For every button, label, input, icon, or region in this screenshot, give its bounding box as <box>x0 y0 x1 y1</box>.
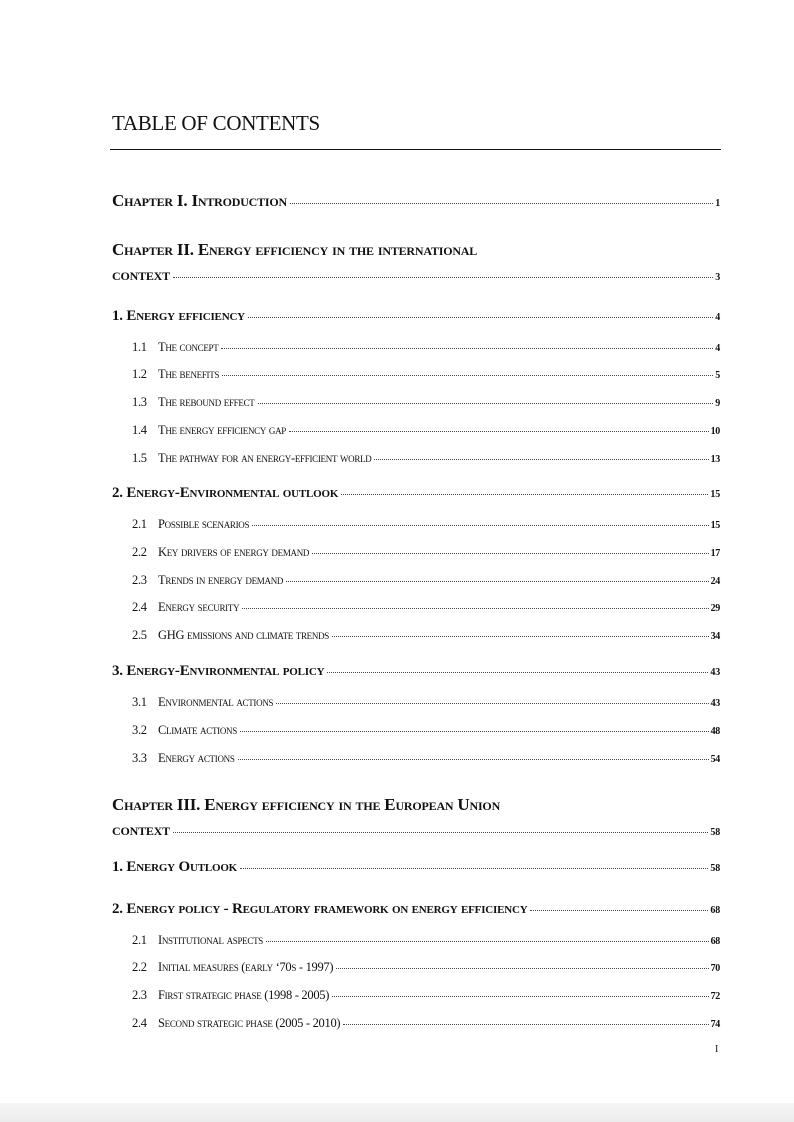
toc-entry-title: The energy efficiency gap <box>158 423 287 437</box>
dot-leader <box>327 672 708 673</box>
toc-part-energy-policy[interactable] <box>112 901 720 918</box>
dot-leader <box>276 703 708 704</box>
toc-section-1-2[interactable] <box>132 367 720 382</box>
toc-section-2-4[interactable] <box>132 600 720 615</box>
toc-entry-title: Chapter II. Energy efficiency in the international <box>112 240 478 259</box>
dot-leader <box>222 375 713 376</box>
dot-leader <box>336 968 708 969</box>
toc-page-number: 34 <box>710 631 720 642</box>
toc-section-3-3[interactable] <box>132 751 720 766</box>
toc-entry-title: Energy security <box>158 600 240 614</box>
toc-page-number: 1 <box>715 198 720 209</box>
toc-part-energy-outlook[interactable] <box>112 859 720 876</box>
toc-section-1-3[interactable] <box>132 395 720 410</box>
toc-entry-title: Key drivers of energy demand <box>158 545 310 559</box>
toc-section-number: 1.1 <box>132 340 147 354</box>
toc-entry-title: GHG emissions and climate trends <box>158 628 329 642</box>
toc-section-number: 2.1 <box>132 933 147 947</box>
toc-entry-title: Initial measures (early ‘70s - 1997) <box>158 960 334 974</box>
toc-entry-title: The concept <box>158 340 219 354</box>
toc-entry-title: Institutional aspects <box>158 933 263 947</box>
dot-leader <box>312 553 708 554</box>
toc-page-number: 72 <box>710 991 720 1002</box>
toc-entry-title: 3. Energy-Environmental policy <box>112 663 325 679</box>
dot-leader <box>341 494 708 495</box>
toc-section-1-1[interactable] <box>132 340 720 355</box>
toc-entry-title: The benefits <box>158 367 220 381</box>
dot-leader <box>173 277 713 278</box>
toc-page-number: 4 <box>715 343 720 354</box>
toc-section-number: 2.2 <box>132 545 147 559</box>
toc-section-number: 3.1 <box>132 695 147 709</box>
dot-leader <box>240 868 708 869</box>
dot-leader <box>286 581 708 582</box>
toc-page-number: 58 <box>710 827 720 838</box>
toc-chapter-3[interactable] <box>112 795 720 840</box>
dot-leader <box>374 459 708 460</box>
viewer-bottom-band <box>0 1103 794 1122</box>
toc-entry-title: Energy actions <box>158 751 235 765</box>
toc-part-energy-environmental-outlook[interactable] <box>112 485 720 502</box>
toc-section-c3-2-2[interactable] <box>132 960 720 975</box>
toc-chapter-2[interactable] <box>112 240 720 285</box>
toc-entry-title: Chapter III. Energy efficiency in the European Union <box>112 795 501 814</box>
dot-leader <box>173 832 708 833</box>
toc-page-number: 10 <box>710 426 720 437</box>
toc-page-number: 74 <box>710 1019 720 1030</box>
toc-section-number: 2.3 <box>132 988 147 1002</box>
dot-leader <box>332 996 709 997</box>
toc-section-number: 3.2 <box>132 723 147 737</box>
toc-section-number: 2.2 <box>132 960 147 974</box>
toc-page-number: 4 <box>715 312 720 323</box>
toc-page-number: 68 <box>710 936 720 947</box>
toc-page-number: 13 <box>710 454 720 465</box>
dot-leader <box>258 403 714 404</box>
toc-page-number: 3 <box>715 272 720 283</box>
toc-entry-title: Possible scenarios <box>158 517 250 531</box>
dot-leader <box>343 1024 708 1025</box>
toc-entry-title: 2. Energy policy - Regulatory framework on energy efficiency <box>112 901 528 917</box>
dot-leader <box>240 731 709 732</box>
toc-page-number: 68 <box>710 905 720 916</box>
toc-entry-title: Trends in energy demand <box>158 573 284 587</box>
toc-page-number: 5 <box>715 370 720 381</box>
toc-entry-title: The pathway for an energy-efficient world <box>158 451 372 465</box>
toc-entry-title: Second strategic phase (2005 - 2010) <box>158 1016 341 1030</box>
toc-page-number: 54 <box>710 754 720 765</box>
toc-page-number: 43 <box>710 667 720 678</box>
toc-section-3-1[interactable] <box>132 695 720 710</box>
toc-page-number: 48 <box>710 726 720 737</box>
toc-entry-title: The rebound effect <box>158 395 255 409</box>
toc-entry-title: First strategic phase (1998 - 2005) <box>158 988 330 1002</box>
dot-leader <box>221 348 713 349</box>
toc-section-number: 2.4 <box>132 600 147 614</box>
toc-page-number: 17 <box>710 548 720 559</box>
toc-section-1-5[interactable] <box>132 451 720 466</box>
toc-entry-title: 1. Energy Outlook <box>112 859 238 875</box>
toc-page-number: 15 <box>710 489 720 500</box>
dot-leader <box>238 759 709 760</box>
toc-section-number: 2.3 <box>132 573 147 587</box>
toc-section-2-3[interactable] <box>132 573 720 588</box>
dot-leader <box>332 636 709 637</box>
toc-entry-title: 1. Energy efficiency <box>112 308 245 324</box>
toc-page-number: 9 <box>715 398 720 409</box>
toc-section-2-2[interactable] <box>132 545 720 560</box>
toc-section-number: 1.2 <box>132 367 147 381</box>
toc-section-number: 2.4 <box>132 1016 147 1030</box>
toc-section-number: 2.1 <box>132 517 147 531</box>
toc-section-number: 1.5 <box>132 451 147 465</box>
toc-entry-title: 2. Energy-Environmental outlook <box>112 485 339 501</box>
toc-part-energy-efficiency[interactable] <box>112 308 720 325</box>
toc-entry-title: Environmental actions <box>158 695 274 709</box>
toc-section-c3-2-1[interactable] <box>132 933 720 948</box>
toc-section-number: 1.3 <box>132 395 147 409</box>
toc-section-number: 1.4 <box>132 423 147 437</box>
toc-section-2-1[interactable] <box>132 517 720 532</box>
toc-section-c3-2-4[interactable] <box>132 1016 720 1031</box>
toc-page-number: 24 <box>710 576 720 587</box>
page-number-footer: I <box>715 1044 719 1055</box>
toc-entry-title-cont: context <box>112 820 170 839</box>
toc-page-number: 29 <box>710 603 720 614</box>
toc-section-2-5[interactable] <box>132 628 720 643</box>
title-divider <box>110 149 721 150</box>
dot-leader <box>248 317 713 318</box>
toc-entry-title: Chapter I. Introduction <box>112 191 288 210</box>
toc-section-number: 2.5 <box>132 628 147 642</box>
toc-page-number: 43 <box>710 698 720 709</box>
toc-section-1-4[interactable] <box>132 423 720 438</box>
dot-leader <box>242 608 708 609</box>
toc-chapter-1[interactable] <box>112 191 720 211</box>
dot-leader <box>530 910 708 911</box>
toc-page-number: 58 <box>710 863 720 874</box>
toc-entry-title: Climate actions <box>158 723 237 737</box>
toc-section-c3-2-3[interactable] <box>132 988 720 1003</box>
toc-section-number: 3.3 <box>132 751 147 765</box>
toc-section-3-2[interactable] <box>132 723 720 738</box>
toc-part-energy-environmental-policy[interactable] <box>112 663 720 680</box>
toc-page-number: 70 <box>710 963 720 974</box>
page-title: TABLE OF CONTENTS <box>112 111 320 135</box>
dot-leader <box>266 941 709 942</box>
toc-page-number: 15 <box>710 520 720 531</box>
dot-leader <box>252 525 708 526</box>
dot-leader <box>289 431 709 432</box>
dot-leader <box>290 203 713 204</box>
toc-entry-title-cont: context <box>112 265 170 284</box>
